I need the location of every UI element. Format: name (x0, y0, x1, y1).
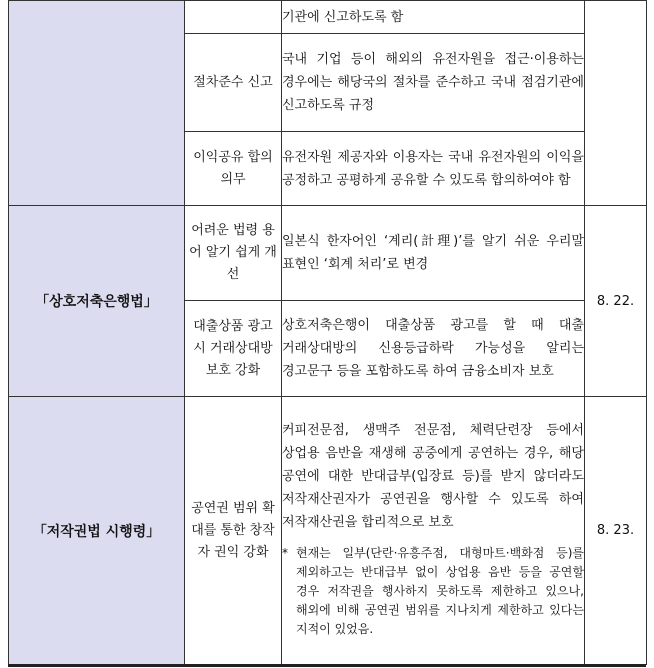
footnote-marker: * (282, 545, 288, 560)
desc-cell (282, 397, 585, 665)
desc-cell: 기관에 신고하도록 함 (282, 1, 585, 34)
topic-cell: 대출상품 광고 시 거래상대방 보호 강화 (185, 301, 282, 397)
topic-cell: 이익공유 합의 의무 (185, 132, 282, 206)
law-name: 「상호저축은행법」 (9, 206, 185, 397)
topic-cell: 어려운 법령 용어 알기 쉽게 개선 (185, 206, 282, 301)
desc-text: 커피전문점, 생맥주 전문점, 체력단련장 등에서 상업용 음반을 재생해 공중에게 공연하는 경우, 해당 공연에 대한 반대급부(입장료 등)를 받지 않더라도 저작재산권자가 공연권을 행사할 수 있도록 하여 저작재산권을 합리적으로 보호 (282, 422, 584, 530)
law-name: 「저작권법 시행령」 (9, 397, 185, 665)
desc-cell: 일본식 한자어인 ‘계리(計理)’를 알기 쉬운 우리말 표현인 ‘회계 처리’로 변경 (282, 206, 585, 301)
table-row (9, 206, 647, 301)
desc-cell: 국내 기업 등이 해외의 유전자원을 접근·이용하는 경우에는 해당국의 절차를 준수하고 국내 점검기관에 신고하도록 규정 (282, 34, 585, 132)
date-cell-continued (585, 1, 647, 206)
effective-date: 8. 22. (585, 206, 647, 397)
table-row (9, 397, 647, 665)
table-row (9, 1, 647, 34)
effective-date: 8. 23. (585, 397, 647, 665)
law-amendment-table (8, 0, 647, 665)
footnote (282, 544, 584, 643)
topic-cell (185, 1, 282, 34)
law-cell-continued (9, 1, 185, 206)
desc-cell: 유전자원 제공자와 이용자는 국내 유전자원의 이익을 공정하고 공평하게 공유할 수 있도록 합의하여야 함 (282, 132, 585, 206)
desc-cell: 상호저축은행이 대출상품 광고를 할 때 대출 거래상대방의 신용등급하락 가능성을 알리는 경고문구 등을 포함하도록 하여 금융소비자 보호 (282, 301, 585, 397)
table-bottom-rule (8, 664, 646, 667)
topic-cell: 절차준수 신고 (185, 34, 282, 132)
topic-cell: 공연권 범위 확대를 통한 창작자 권익 강화 (185, 397, 282, 665)
footnote-text: 현재는 일부(단란·유흥주점, 대형마트·백화점 등)를 제외하고는 반대급부 없이 상업용 음반 등을 공연할 경우 저작권을 행사하지 못하도록 제한하고 있으나, 해외에 비해 공연권 범위를 지나치게 제한하고 있다는 지적이 있었음. (296, 545, 584, 636)
